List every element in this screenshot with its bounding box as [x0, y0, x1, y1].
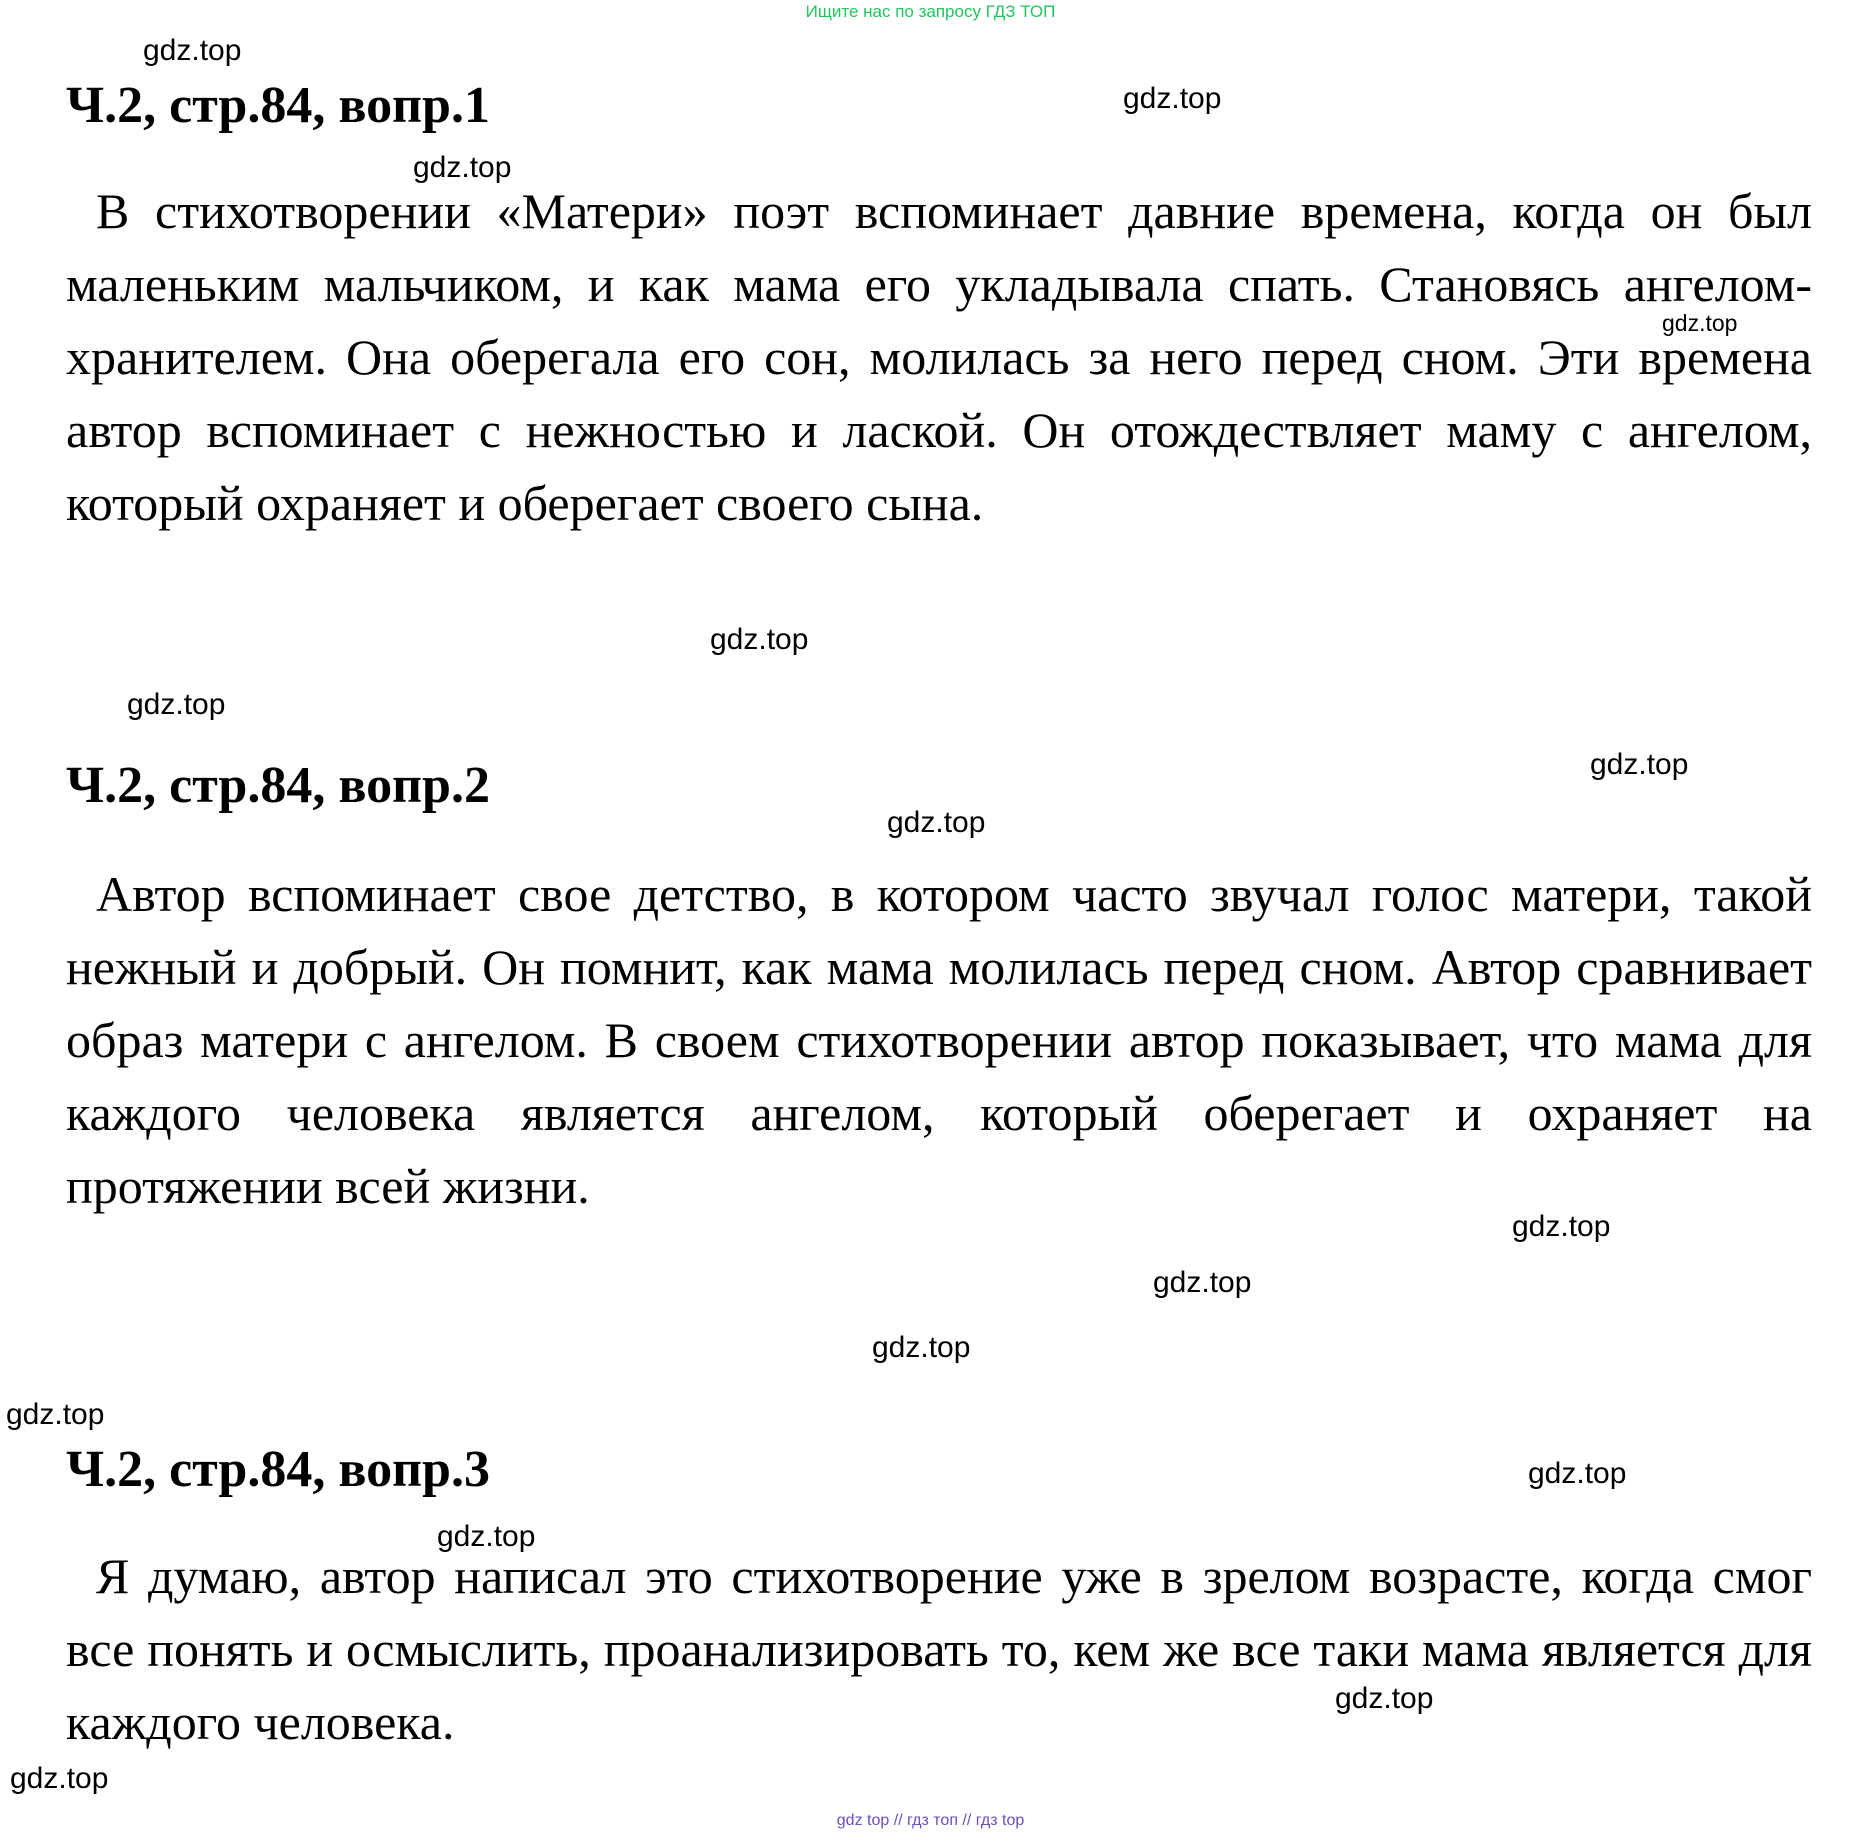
watermark: gdz.top: [1662, 310, 1738, 336]
watermark: gdz.top: [1335, 1682, 1434, 1715]
watermark: gdz.top: [1512, 1210, 1611, 1243]
watermark: gdz.top: [1153, 1266, 1252, 1299]
section-3-heading: Ч.2, стр.84, вопр.3: [66, 1441, 490, 1498]
watermark: gdz.top: [1528, 1457, 1627, 1490]
top-banner: Ищите нас по запросу ГДЗ ТОП: [805, 2, 1056, 21]
section-2-text: Автор вспоминает свое детство, в котором часто звучал голос матери, такой нежный и добрый. Он помнит, как мама молилась перед сном. Автор сравнивает образ матери с ангелом. В своем стихотворении автор показывает, что мама для каждого человека является ангелом, который оберегает и охраняет на протяжении всей жизни.: [66, 866, 1812, 1214]
watermark: gdz.top: [1123, 82, 1222, 115]
watermark: gdz.top: [143, 34, 242, 67]
watermark: gdz.top: [710, 623, 809, 656]
section-3-text: Я думаю, автор написал это стихотворение уже в зрелом возрасте, когда смог все понять и осмыслить, проанализировать то, кем же все таки мама является для каждого человека.: [66, 1548, 1812, 1750]
footer-links: gdz top // гдз топ // гдз top: [836, 1812, 1025, 1829]
watermark: gdz.top: [872, 1331, 971, 1364]
watermark: gdz.top: [10, 1762, 109, 1795]
watermark: gdz.top: [437, 1520, 536, 1553]
watermark: gdz.top: [1590, 748, 1689, 781]
section-1-heading: Ч.2, стр.84, вопр.1: [66, 77, 490, 134]
section-2-heading: Ч.2, стр.84, вопр.2: [66, 757, 490, 814]
watermark: gdz.top: [887, 806, 986, 839]
watermark: gdz.top: [127, 688, 226, 721]
section-1-text: В стихотворении «Матери» поэт вспоминает давние времена, когда он был маленьким мальчиком, и как мама его укладывала спать. Становясь ангелом-хранителем. Она оберегала его сон, молилась за него перед сном. Эти времена автор вспоминает с нежностью и лаской. Он отождествляет маму с ангелом, который охраняет и оберегает своего сына.: [66, 183, 1812, 531]
watermark: gdz.top: [413, 151, 512, 184]
watermark: gdz.top: [6, 1398, 105, 1431]
